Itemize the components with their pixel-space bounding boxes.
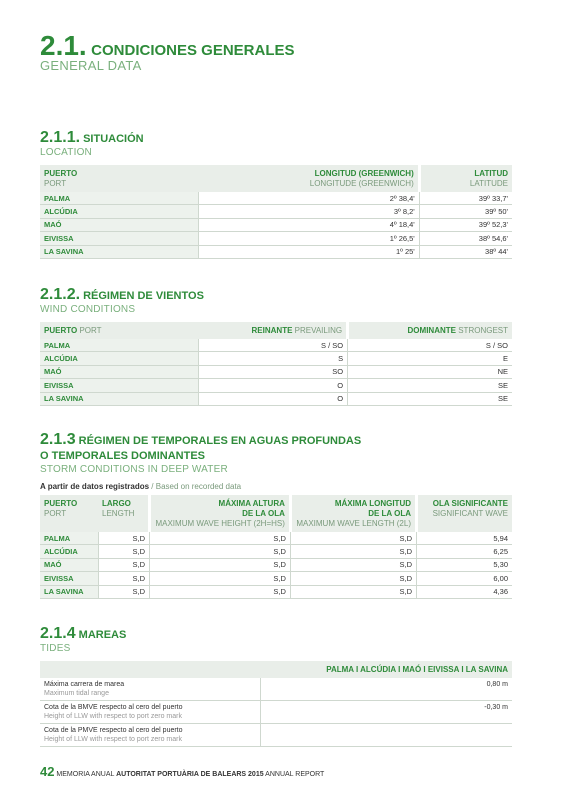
- table-row: EIVISSA 1º 26,5' 38º 54,6': [40, 232, 512, 245]
- col-port: PUERTO PORT: [40, 322, 198, 339]
- storms-title: 2.1.3 RÉGIMEN DE TEMPORALES EN AGUAS PROFUNDAS O TEMPORALES DOMINANTES: [40, 431, 362, 462]
- tides-subtitle: TIDES: [40, 643, 71, 654]
- winds-header-row: [40, 322, 512, 339]
- col-latitude: LATITUD LATITUDE: [419, 165, 512, 192]
- table-row: MAÓ SO NE: [40, 365, 512, 378]
- main-heading-number: 2.1.: [40, 30, 87, 61]
- storms-note: A partir de datos registrados / Based on recorded data: [40, 482, 242, 491]
- table-row: PALMA 2º 38,4' 39º 33,7': [40, 192, 512, 205]
- footer-text-1: MEMORIA ANUAL: [56, 771, 117, 778]
- page-footer: [40, 764, 324, 779]
- storms-subtitle: STORM CONDITIONS IN DEEP WATER: [40, 464, 228, 475]
- storms-section: [40, 432, 512, 599]
- winds-subtitle: WIND CONDITIONS: [40, 304, 136, 315]
- tides-ports-header: PALMA I ALCÚDIA I MAÓ I EIVISSA I LA SAVINA: [40, 661, 512, 678]
- table-row: ALCÚDIA S E: [40, 352, 512, 365]
- table-row: MAÓ S,D S,D S,D 5,30: [40, 558, 512, 571]
- table-row: LA SAVINA 1º 25' 38º 44': [40, 245, 512, 258]
- footer-text-3: ANNUAL REPORT: [263, 771, 325, 778]
- tides-title: 2.1.4 MAREAS: [40, 625, 127, 642]
- table-row: EIVISSA S,D S,D S,D 6,00: [40, 572, 512, 585]
- col-max-height: MÁXIMA ALTURA DE LA OLA MAXIMUM WAVE HEIGHT (2H=HS): [150, 495, 291, 532]
- winds-table: [40, 322, 512, 406]
- tides-header-row: [40, 661, 512, 678]
- table-row: LA SAVINA S,D S,D S,D 4,36: [40, 585, 512, 598]
- main-heading: [40, 30, 295, 73]
- location-subtitle: LOCATION: [40, 147, 92, 158]
- location-title: 2.1.1. SITUACIÓN: [40, 129, 144, 146]
- main-heading-title: CONDICIONES GENERALES: [91, 42, 295, 59]
- main-heading-subtitle: GENERAL DATA: [40, 58, 142, 73]
- table-row: LA SAVINA O SE: [40, 392, 512, 405]
- table-row: MAÓ 4º 18,4' 39º 52,3': [40, 218, 512, 231]
- col-strongest: DOMINANTE STRONGEST: [348, 322, 512, 339]
- table-row: ALCÚDIA 3º 8,2' 39º 50': [40, 205, 512, 218]
- col-significant: OLA SIGNIFICANTE SIGNIFICANT WAVE: [417, 495, 513, 532]
- table-row: Cota de la BMVE respecto al cero del puerto Height of LLW with respect to port zero mark -0,30 m: [40, 701, 512, 724]
- tides-section: [40, 626, 512, 747]
- storms-header-row: [40, 495, 512, 532]
- tides-table: [40, 661, 512, 747]
- page-number: 42: [40, 764, 55, 779]
- col-max-length: MÁXIMA LONGITUD DE LA OLA MAXIMUM WAVE LENGTH (2L): [290, 495, 416, 532]
- table-row: ALCÚDIA S,D S,D S,D 6,25: [40, 545, 512, 558]
- location-header-row: [40, 165, 512, 192]
- table-row: PALMA S / SO S / SO: [40, 339, 512, 352]
- location-section: [40, 130, 512, 259]
- col-port: PUERTO PORT: [40, 165, 198, 192]
- col-prevailing: REINANTE PREVAILING: [198, 322, 348, 339]
- col-length: LARGO LENGTH: [98, 495, 150, 532]
- table-row: Cota de la PMVE respecto al cero del puerto Height of LLW with respect to port zero mark: [40, 724, 512, 747]
- table-row: Máxima carrera de marea Maximum tidal range 0,80 m: [40, 678, 512, 701]
- col-longitude: LONGITUD (GREENWICH) LONGITUDE (GREENWICH): [198, 165, 419, 192]
- footer-text-2: AUTORITAT PORTUÀRIA DE BALEARS 2015: [116, 771, 264, 778]
- location-table: [40, 165, 512, 259]
- winds-section: [40, 287, 512, 406]
- table-row: EIVISSA O SE: [40, 379, 512, 392]
- col-port: PUERTO PORT: [40, 495, 98, 532]
- table-row: PALMA S,D S,D S,D 5,94: [40, 532, 512, 545]
- winds-title: 2.1.2. RÉGIMEN DE VIENTOS: [40, 286, 204, 303]
- storms-table: [40, 495, 512, 599]
